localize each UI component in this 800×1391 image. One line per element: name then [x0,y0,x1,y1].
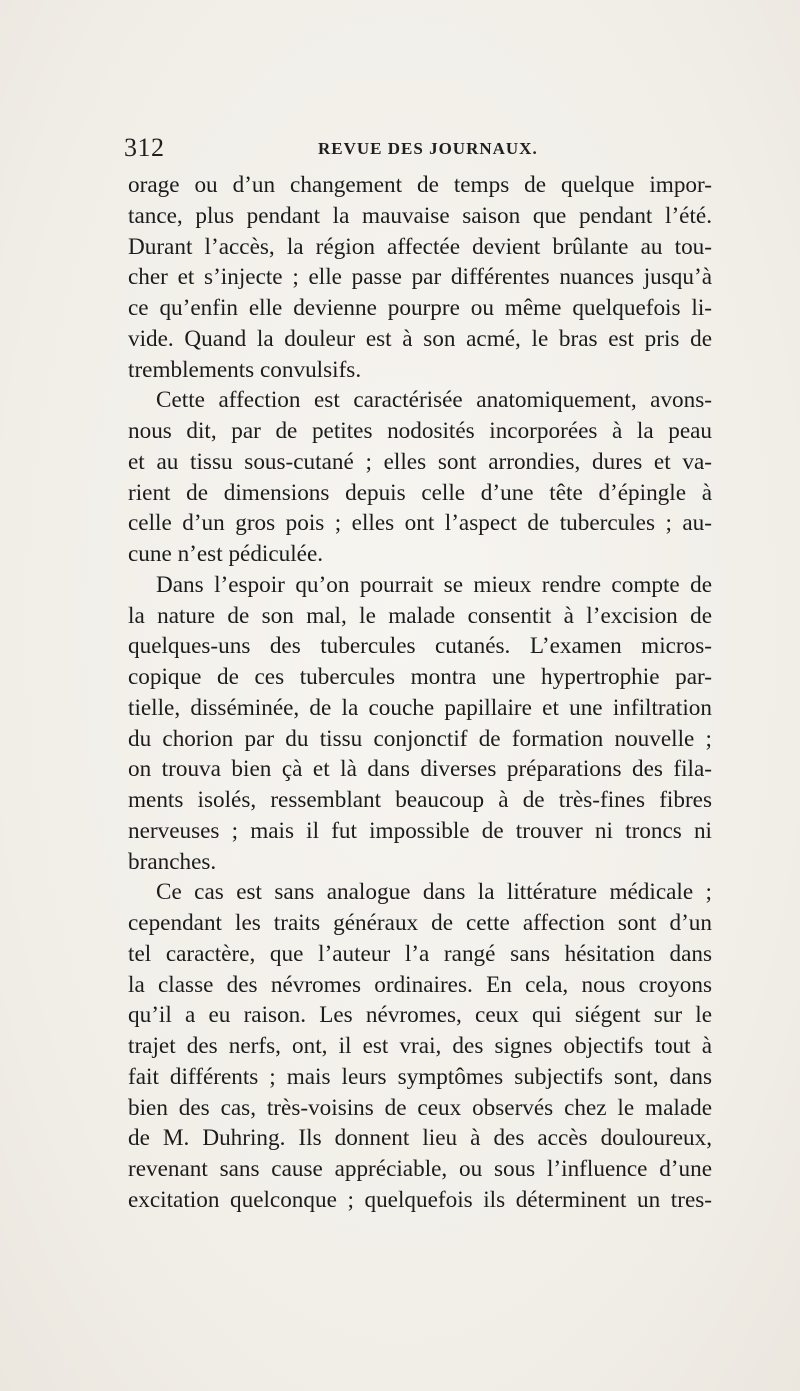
text-line: cher et s’injecte ; elle passe par différentes nuances jusqu’à [128,264,712,291]
body-text [128,170,712,1216]
text-line: ments isolés, ressemblant beaucoup à de très-fines fibres [128,787,712,813]
text-line: Ce cas est sans analogue dans la littérature médicale ; [156,879,712,906]
text-line: vide. Quand la douleur est à son acmé, le bras est pris de [128,325,712,352]
text-line: tielle, disséminée, de la couche papillaire et une infiltration [128,694,712,721]
text-line: quelques-uns des tubercules cutanés. L’examen micros- [128,633,712,660]
text-line: excitation quelconque ; quelquefois ils déterminent un tres- [128,1186,712,1213]
text-line: tel caractère, que l’auteur l’a rangé sans hésitation dans [128,940,712,967]
text-line: Dans l’espoir qu’on pourrait se mieux rendre compte de [156,571,712,598]
text-line: nerveuses ; mais il fut impossible de trouver ni troncs ni [128,817,712,844]
page-number: 312 [124,133,165,162]
text-line: tremblements convulsifs. [128,356,362,383]
text-line: rient de dimensions depuis celle d’une tête d’épingle à [128,479,712,506]
text-line: cune n’est pédiculée. [128,541,324,567]
text-line: qu’il a eu raison. Les névromes, ceux qui siégent sur le [128,1002,712,1029]
page-header [124,133,714,167]
text-line: revenant sans cause appréciable, ou sous l’influence d’une [128,1156,712,1182]
text-line: branches. [128,848,217,875]
text-line: Cette affection est caractérisée anatomiquement, avons- [156,387,712,414]
text-line: Durant l’accès, la région affectée devient brûlante au tou- [128,233,712,260]
text-line: du chorion par du tissu conjonctif de formation nouvelle ; [128,725,712,752]
text-line: on trouva bien çà et là dans diverses préparations des fila- [128,756,712,783]
text-line: ce qu’enfin elle devienne pourpre ou même quelquefois li- [128,295,712,321]
text-line: orage ou d’un changement de temps de quelque impor- [128,172,712,198]
text-line: cependant les traits généraux de cette affection sont d’un [128,910,712,936]
text-line: nous dit, par de petites nodosités incorporées à la peau [128,418,712,444]
text-line: la nature de son mal, le malade consentit à l’excision de [128,602,712,629]
text-line: de M. Duhring. Ils donnent lieu à des accès douloureux, [128,1125,712,1152]
text-line: et au tissu sous-cutané ; elles sont arrondies, dures et va- [128,448,712,475]
text-line: la classe des névromes ordinaires. En cela, nous croyons [128,971,712,998]
running-head: REVUE DES JOURNAUX. [318,139,538,158]
text-line: celle d’un gros pois ; elles ont l’aspect de tubercules ; au- [128,510,712,537]
text-line: copique de ces tubercules montra une hypertrophie par- [128,664,712,690]
text-line: bien des cas, très-voisins de ceux observés chez le malade [128,1094,712,1121]
text-line: tance, plus pendant la mauvaise saison que pendant l’été. [128,202,712,229]
text-line: fait différents ; mais leurs symptômes subjectifs sont, dans [128,1063,712,1090]
text-line: trajet des nerfs, ont, il est vrai, des signes objectifs tout à [128,1033,712,1059]
